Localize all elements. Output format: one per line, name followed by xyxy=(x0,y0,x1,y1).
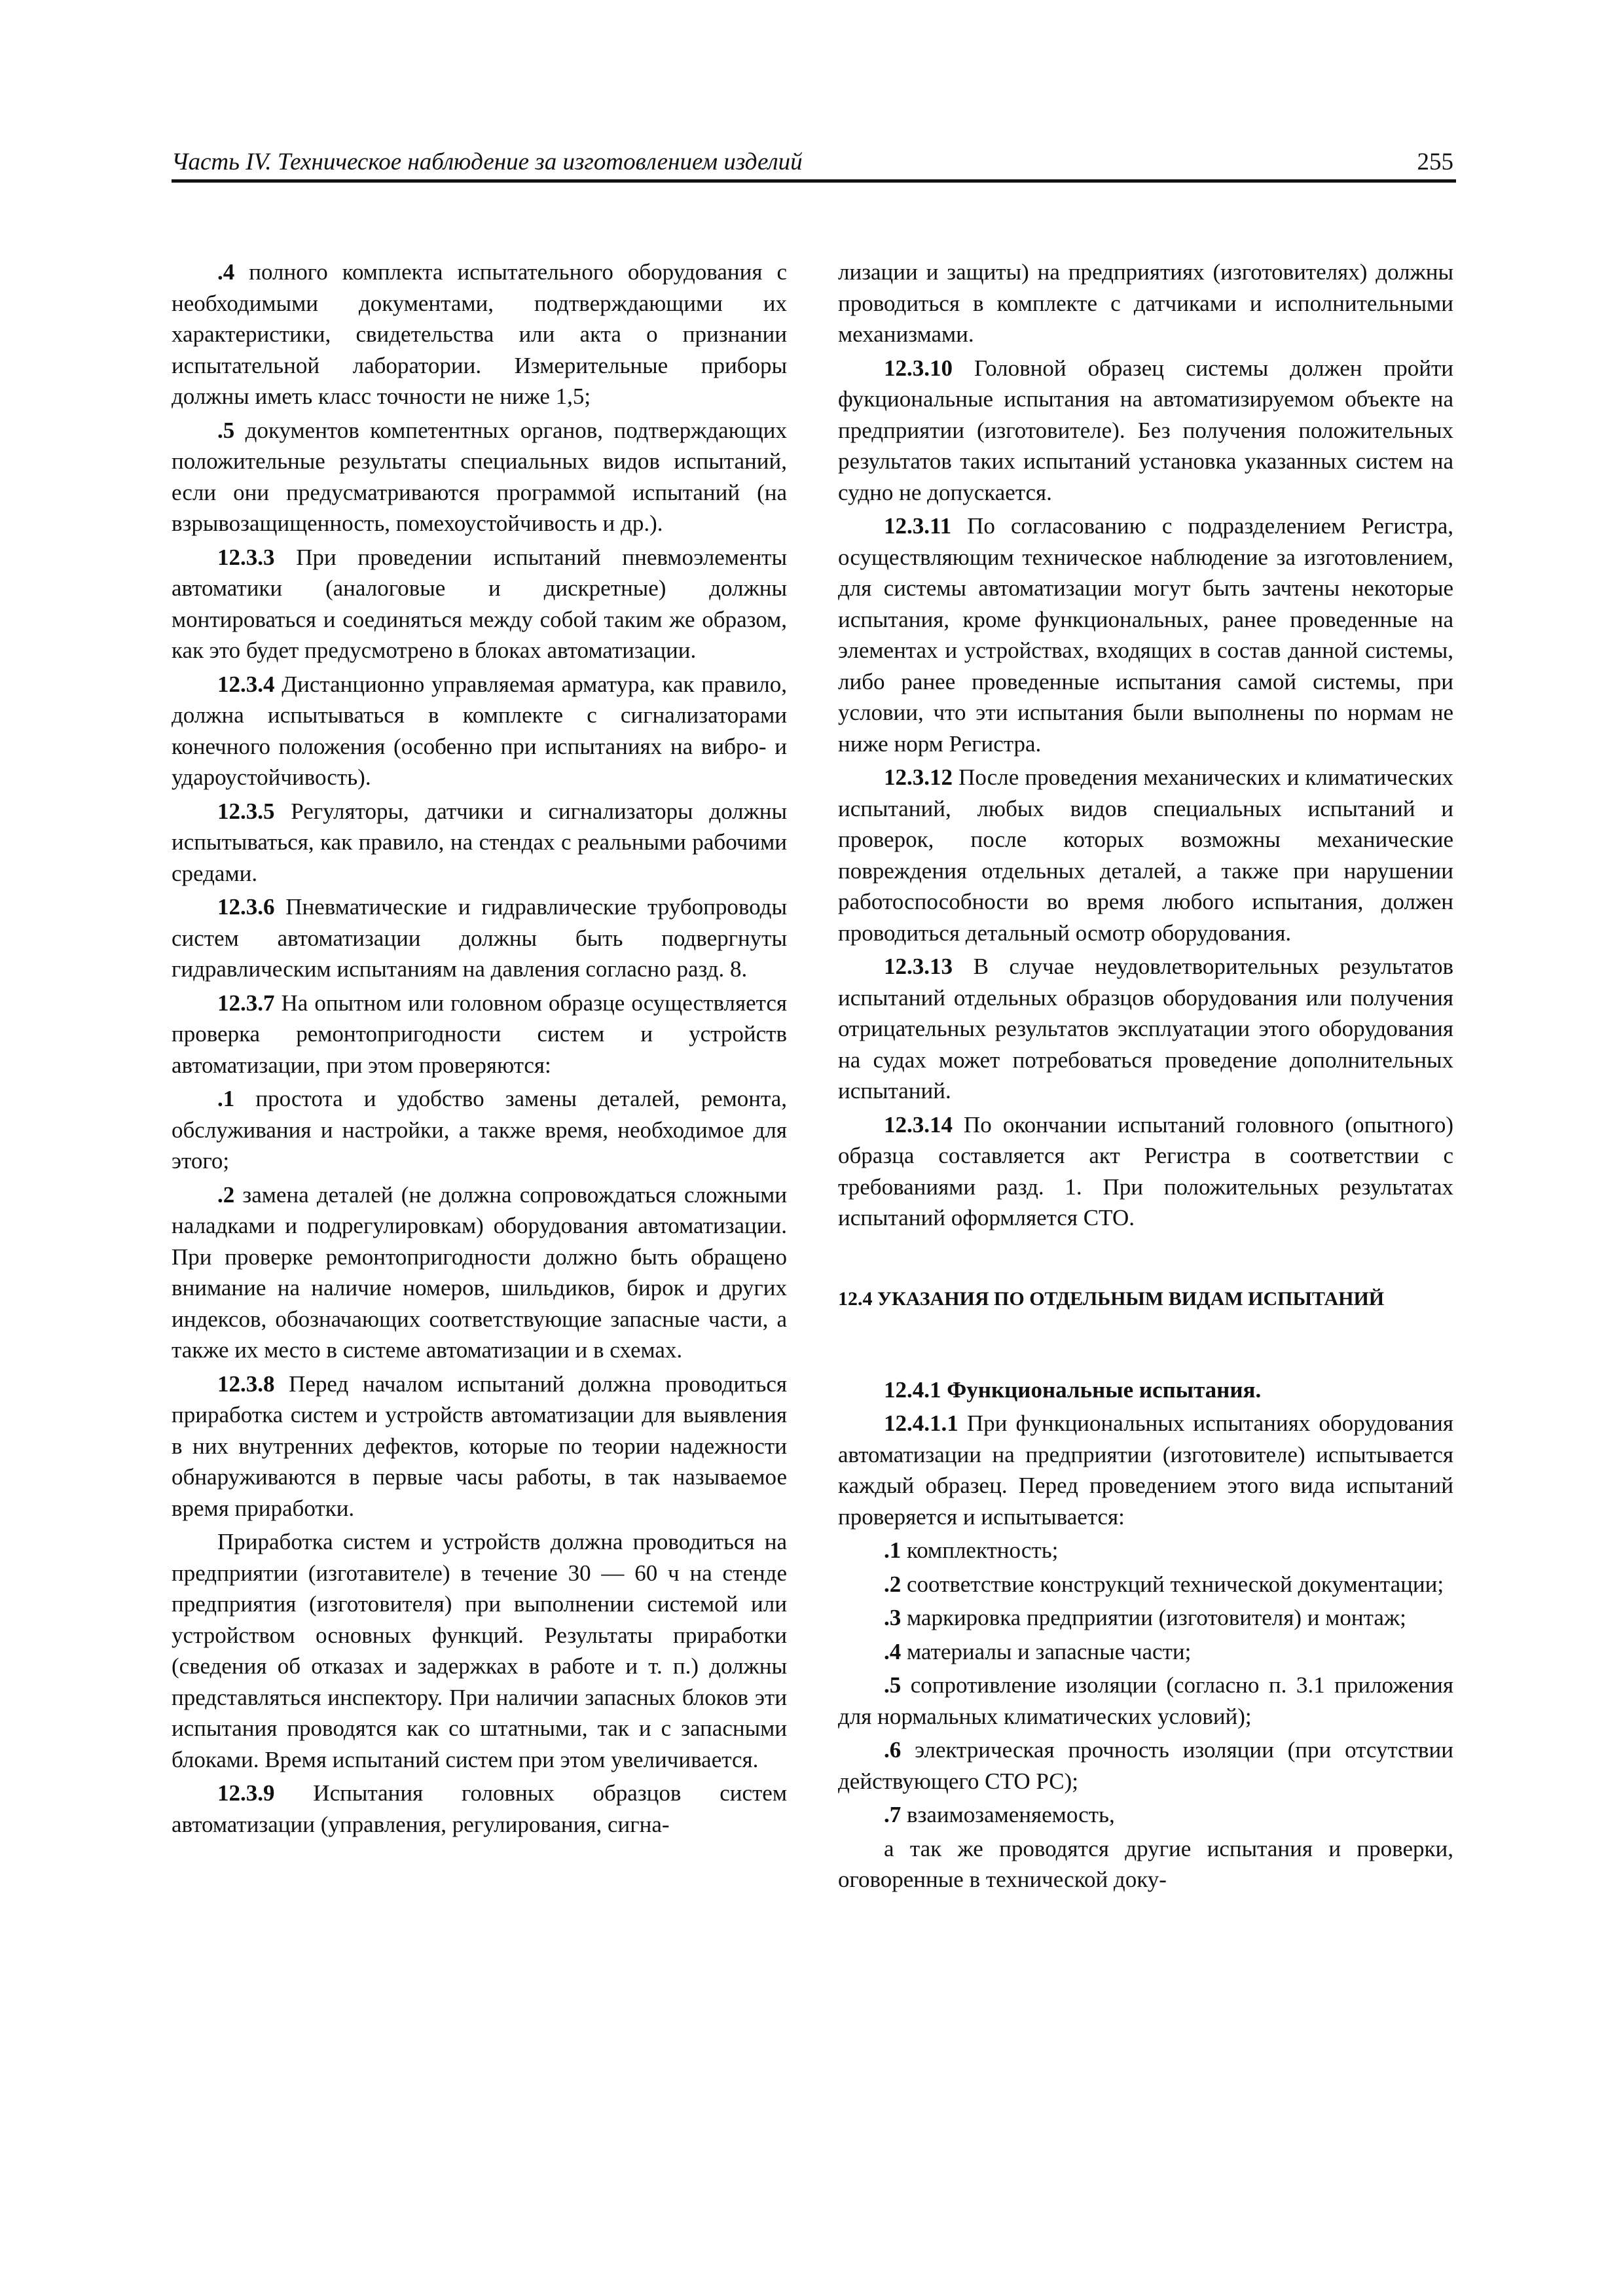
item-number: .1 xyxy=(217,1086,235,1111)
paragraph xyxy=(172,796,787,889)
paragraph xyxy=(838,1109,1453,1234)
paragraph xyxy=(172,669,787,793)
paragraph xyxy=(172,542,787,666)
paragraph xyxy=(838,353,1453,509)
paragraph-text: Перед началом испытаний должна проводиться приработка систем и устройств автоматизации для выявления в них внутренних дефектов, которые по теории надежности обнаруживаются в первые часы работы, в так называемое время приработки. xyxy=(172,1371,787,1521)
item-number: .1 xyxy=(884,1537,902,1563)
clause-number: 12.3.8 xyxy=(217,1371,275,1397)
paragraph-text: После проведения механических и климатических испытаний, любых видов специальных испытаний и проверок, после которых возможны механические повреждения отдельных деталей, а также при нарушении работоспособности во время любого испытания, должен проводиться детальный осмотр оборудования. xyxy=(838,764,1453,946)
item-number: .4 xyxy=(884,1638,902,1664)
clause-number: 12.3.9 xyxy=(217,1780,275,1806)
clause-number: 12.3.4 xyxy=(217,671,275,697)
clause-number: 12.3.14 xyxy=(884,1111,953,1138)
paragraph-text: При функциональных испытаниях оборудования автоматизации на предприятии (изготовителе) испытывается каждый образец. Перед проведением этого вида испытаний проверяется и испытывается: xyxy=(838,1410,1453,1530)
paragraph xyxy=(172,1179,787,1366)
clause-number: 12.3.7 xyxy=(217,990,275,1016)
clause-number: 12.3.12 xyxy=(884,764,953,790)
item-number: .5 xyxy=(884,1672,902,1698)
list-item xyxy=(838,1535,1453,1566)
list-item-text: взаимозаменяемость, xyxy=(901,1802,1115,1827)
item-number: .6 xyxy=(884,1737,902,1763)
list-item-text: сопротивление изоляции (согласно п. 3.1 приложения для нормальных климатических условий); xyxy=(838,1672,1453,1729)
paragraph xyxy=(172,1083,787,1177)
paragraph-text: простота и удобство замены деталей, ремонта, обслуживания и настройки, а также время, необходимое для этого; xyxy=(172,1086,787,1174)
section-heading: 12.4 УКАЗАНИЯ ПО ОТДЕЛЬНЫМ ВИДАМ ИСПЫТАНИЙ xyxy=(838,1287,1385,1310)
paragraph-text: Дистанционно управляемая арматура, как правило, должна испытываться в комплекте с сигнализаторами конечного положения (особенно при испытаниях на вибро- и удароустойчивость). xyxy=(172,671,787,790)
paragraph xyxy=(172,1526,787,1775)
paragraph xyxy=(172,257,787,412)
list-item xyxy=(838,1799,1453,1831)
paragraph xyxy=(838,951,1453,1107)
list-item xyxy=(838,1670,1453,1732)
paragraph xyxy=(172,415,787,539)
clause-number: 12.3.10 xyxy=(884,355,953,381)
list-item-text: электрическая прочность изоляции (при отсутствии действующего СТО РС); xyxy=(838,1737,1453,1794)
list-item-text: комплектность; xyxy=(901,1537,1059,1563)
clause-number: 12.4.1.1 xyxy=(884,1410,958,1436)
item-number: .4 xyxy=(217,259,235,285)
paragraph xyxy=(838,762,1453,948)
paragraph-text: полного комплекта испытательного оборудования с необходимыми документами, подтверждающими их характеристики, свидетельства или акта о признании испытательной лаборатории. Измерительные приборы должны иметь класс точности не ниже 1,5; xyxy=(172,259,787,409)
paragraph-text: По согласованию с подразделением Регистра, осуществляющим техническое наблюдение за изготовлением, для системы автоматизации могут быть зачтены некоторые испытания, кроме функциональных, ранее проведенные на элементах и устройствах, входящих в состав данной системы, либо ранее проведенные испытания самой системы, при условии, что эти испытания были выполнены по нормам не ниже норм Регистра. xyxy=(838,513,1453,757)
list-item xyxy=(838,1602,1453,1634)
paragraph-text: Приработка систем и устройств должна проводиться на предприятии (изготавителе) в течение 30 — 60 ч на стенде предприятия (изготовителя) при выполнении системой или устройством основных функций. Результаты приработки (сведения об отказах и задержках в работе и т. п.) должны представляться инспектору. При наличии запасных блоков эти испытания проводятся как со штатными, так и с запасными блоками. Время испытаний систем при этом увеличивается. xyxy=(172,1529,787,1772)
clause-number: 12.3.6 xyxy=(217,894,275,920)
item-number: .7 xyxy=(884,1802,902,1827)
item-number: .3 xyxy=(884,1605,902,1630)
right-column xyxy=(838,257,1453,1898)
item-number: .5 xyxy=(217,417,235,443)
paragraph-text: При проведении испытаний пневмоэлементы автоматики (аналоговые и дискретные) должны монтироваться и соединяться между собой таким же образом, как это будет предусмотрено в блоках автоматизации. xyxy=(172,544,787,663)
paragraph-text: а так же проводятся другие испытания и проверки, оговоренные в технической доку- xyxy=(838,1835,1453,1892)
page-number: 255 xyxy=(1417,149,1453,175)
list-item xyxy=(838,1636,1453,1668)
paragraph xyxy=(838,1408,1453,1532)
paragraph-text: Регуляторы, датчики и сигнализаторы должны испытываться, как правило, на стендах с реальными рабочими средами. xyxy=(172,798,787,886)
clause-number: 12.3.3 xyxy=(217,544,275,570)
paragraph-text: Испытания головных образцов систем автоматизации (управления, регулирования, сигна- xyxy=(172,1780,787,1837)
left-column xyxy=(172,257,787,1842)
list-item-text: материалы и запасные части; xyxy=(901,1638,1192,1664)
paragraph-text: По окончании испытаний головного (опытного) образца составляется акт Регистра в соответствии с требованиями разд. 1. При положительных результатах испытаний оформляется СТО. xyxy=(838,1111,1453,1230)
paragraph xyxy=(838,257,1453,350)
paragraph-text: документов компетентных органов, подтверждающих положительные результаты специальных видов испытаний, если они предусматриваются программой испытаний (на взрывозащищенность, помехоустойчивость и др.). xyxy=(172,417,787,536)
paragraph xyxy=(172,988,787,1081)
list-item-text: соответствие конструкций технической документации; xyxy=(901,1571,1444,1597)
list-item-text: маркировка предприятии (изготовителя) и монтаж; xyxy=(901,1605,1406,1630)
paragraph-text: замена деталей (не должна сопровождаться сложными наладками и подрегулировкам) оборудования автоматизации. При проверке ремонтопригодности должно быть обращено внимание на наличие номеров, шильдиков, бирок и других индексов, обозначающих соответствующие запасные части, а также их место в системе автоматизации и в схемах. xyxy=(172,1181,787,1363)
item-number: .2 xyxy=(217,1181,235,1208)
item-number: .2 xyxy=(884,1571,902,1597)
paragraph-text: На опытном или головном образце осуществляется проверка ремонтопригодности систем и устройств автоматизации, при этом проверяются: xyxy=(172,990,787,1078)
list-item xyxy=(838,1734,1453,1797)
paragraph-text: Головной образец системы должен пройти фукциональные испытания на автоматизируемом объекте на предприятии (изготовителе). Без получения положительных результатов таких испытаний установка указанных систем на судно не допускается. xyxy=(838,355,1453,505)
paragraph xyxy=(838,1833,1453,1895)
clause-number: 12.3.13 xyxy=(884,954,953,979)
paragraph-text: Пневматические и гидравлические трубопроводы систем автоматизации должны быть подвергнуты гидравлическим испытаниям на давления согласно разд. 8. xyxy=(172,894,787,982)
paragraph xyxy=(838,511,1453,759)
paragraph-text: В случае неудовлетворительных результатов испытаний отдельных образцов оборудования или получения отрицательных результатов эксплуатации этого оборудования на судах может потребоваться проведение дополнительных испытаний. xyxy=(838,954,1453,1103)
subsection-heading: 12.4.1 Функциональные испытания. xyxy=(884,1376,1262,1403)
clause-number: 12.3.5 xyxy=(217,798,275,824)
list-item xyxy=(838,1569,1453,1600)
paragraph xyxy=(172,1778,787,1840)
paragraph-text: лизации и защиты) на предприятиях (изготовителях) должны проводиться в комплекте с датчиками и исполнительными механизмами. xyxy=(838,259,1453,347)
paragraph xyxy=(172,1369,787,1524)
clause-number: 12.3.11 xyxy=(884,513,952,539)
paragraph xyxy=(172,891,787,985)
page-header xyxy=(172,145,1456,183)
header-title: Часть IV. Техническое наблюдение за изготовлением изделий xyxy=(172,149,803,175)
